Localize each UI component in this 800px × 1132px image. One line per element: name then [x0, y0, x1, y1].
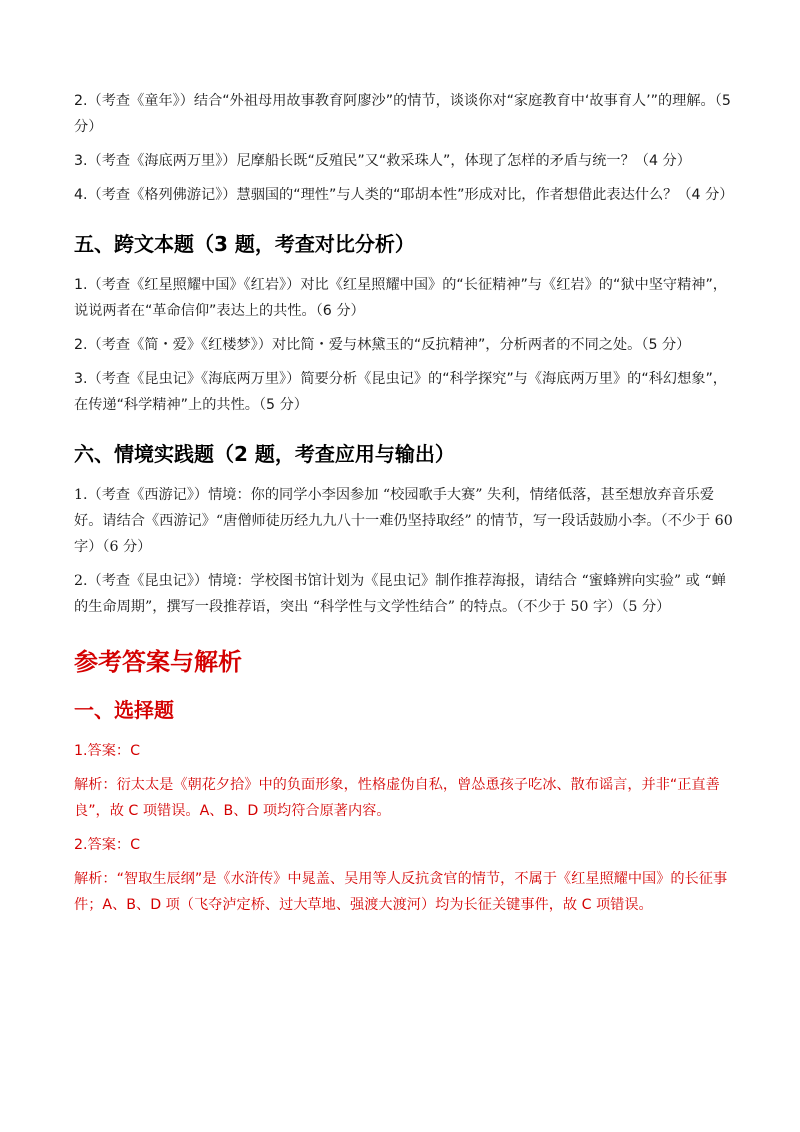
- analysis-1: 解析：衍太太是《朝花夕拾》中的负面形象，性格虚伪自私，曾怂恿孩子吃冰、散布谣言，并非“正直善良”，故 C 项错误。A、B、D 项均符合原著内容。: [74, 777, 720, 819]
- answer-2: 2.答案：C: [74, 837, 141, 853]
- question-6-2: 2.（考查《昆虫记》）情境：学校图书馆计划为《昆虫记》制作推荐海报，请结合 “蜜蜂辨向实验” 或 “蝉的生命周期”，撰写一段推荐语，突出 “科学性与文学性结合” 的特点。（不少于 50 字）（5 分）: [74, 573, 726, 615]
- analysis-2: 解析：“智取生辰纲”是《水浒传》中晁盖、吴用等人反抗贪官的情节，不属于《红星照耀中国》的长征事件；A、B、D 项（飞夺泸定桥、过大草地、强渡大渡河）均为长征关键事件，故 C 项错误。: [74, 871, 728, 913]
- question-4-3: 3.（考查《海底两万里》）尼摩船长既“反殖民”又“救采珠人”，体现了怎样的矛盾与统一？（4 分）: [74, 153, 691, 169]
- question-6-1: 1.（考查《西游记》）情境：你的同学小李因参加 “校园歌手大赛” 失利，情绪低落，甚至想放弃音乐爱好。请结合《西游记》“唐僧师徒历经九九八十一难仍坚持取经” 的情节，写一段话鼓励小李。（不少于 60 字）（6 分）: [74, 487, 733, 555]
- section-5-heading: 五、跨文本题（3 题，考查对比分析）: [74, 232, 415, 256]
- answer-1: 1.答案：C: [74, 743, 141, 759]
- document-page: [74, 88, 734, 926]
- answers-section-1-heading: 一、选择题: [74, 698, 174, 722]
- question-4-2: 2.（考查《童年》）结合“外祖母用故事教育阿廖沙”的情节，谈谈你对“家庭教育中‘故事育人’”的理解。（5 分）: [74, 93, 731, 135]
- answers-title: 参考答案与解析: [74, 648, 242, 676]
- question-5-1: 1.（考查《红星照耀中国》《红岩》）对比《红星照耀中国》的“长征精神”与《红岩》的“狱中坚守精神”，说说两者在“革命信仰”表达上的共性。（6 分）: [74, 277, 727, 319]
- question-5-2: 2.（考查《简・爱》《红楼梦》）对比简・爱与林黛玉的“反抗精神”，分析两者的不同之处。（5 分）: [74, 337, 691, 353]
- question-5-3: 3.（考查《昆虫记》《海底两万里》）简要分析《昆虫记》的“科学探究”与《海底两万里》的“科幻想象”，在传递“科学精神”上的共性。（5 分）: [74, 371, 727, 413]
- section-6-heading: 六、情境实践题（2 题，考查应用与输出）: [74, 442, 455, 466]
- question-4-4: 4.（考查《格列佛游记》）慧骃国的“理性”与人类的“耶胡本性”形成对比，作者想借此表达什么？（4 分）: [74, 187, 734, 203]
